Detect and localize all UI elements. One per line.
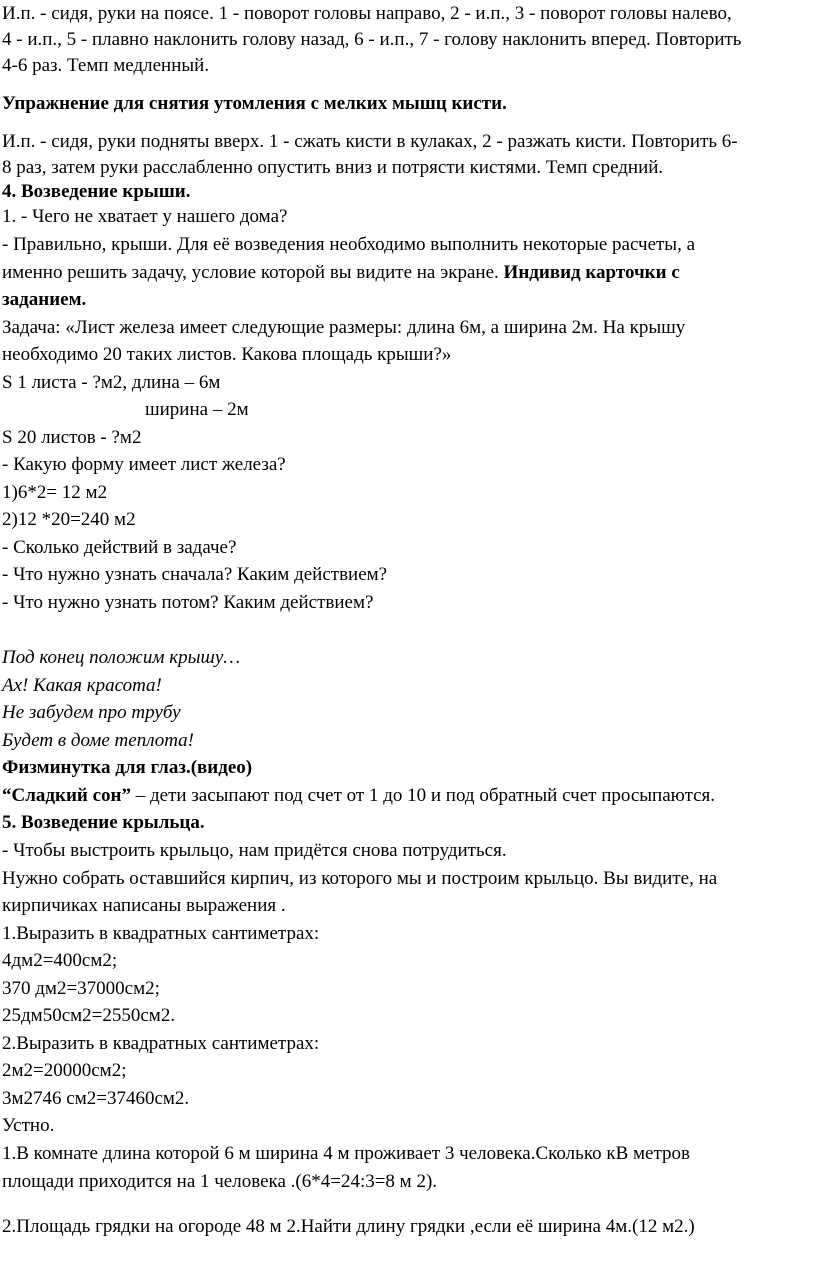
text-line: 2м2=20000см2; [2,1060,127,1081]
text-line: 2.Выразить в квадратных сантиметрах: [2,1033,320,1054]
text-line: Устно. [2,1115,55,1136]
text-line: - Что нужно узнать сначала? Каким действием? [2,564,388,585]
text-line [2,261,680,285]
text-segment-bold: Индивид карточки с [503,262,680,283]
text-line: 370 дм2=37000см2; [2,978,160,999]
text-line: 8 раз, затем руки расслабленно опустить вниз и потрясти кистями. Темп средний. [2,157,664,178]
text-line: кирпичиках написаны выражения . [2,895,286,916]
text-line: Задача: «Лист железа имеет следующие размеры: длина 6м, а ширина 2м. На крышу [2,317,686,338]
section-heading: Упражнение для снятия утомления с мелких мышц кисти. [2,93,507,114]
text-line: заданием. [2,289,87,310]
text-line: 3м2746 см2=37460см2. [2,1088,190,1109]
poem-line: Под конец положим крышу… [2,647,241,668]
text-line: - Чтобы выстроить крыльцо, нам придётся снова потрудиться. [2,840,507,861]
text-line: ширина – 2м [145,399,249,420]
text-line: 1.Выразить в квадратных сантиметрах: [2,923,320,944]
text-line: 25дм50см2=2550см2. [2,1005,176,1026]
text-line: 2.Площадь грядки на огороде 48 м 2.Найти длину грядки ,если её ширина 4м.(12 м2.) [2,1216,695,1237]
text-line: - Правильно, крыши. Для её возведения необходимо выполнить некоторые расчеты, а [2,234,696,255]
text-line: - Что нужно узнать потом? Каким действием? [2,592,374,613]
text-line: - Какую форму имеет лист железа? [2,454,286,475]
text-segment: именно решить задачу, условие которой вы видите на экране. [2,262,504,283]
text-line: 4дм2=400см2; [2,950,118,971]
text-segment: – дети засыпают под счет от 1 до 10 и под обратный счет просыпаются. [130,785,716,806]
poem-line: Будет в доме теплота! [2,730,194,751]
text-segment-bold: “Сладкий сон” [2,785,131,806]
text-line: 2)12 *20=240 м2 [2,509,136,530]
section-heading: Физминутка для глаз.(видео) [2,757,253,778]
section-heading: 5. Возведение крыльца. [2,812,205,833]
text-line [2,784,715,808]
text-line: - Сколько действий в задаче? [2,537,237,558]
text-line: S 1 листа - ?м2, длина – 6м [2,372,221,393]
poem-line: Ах! Какая красота! [2,675,162,696]
text-line: И.п. - сидя, руки на поясе. 1 - поворот головы направо, 2 - и.п., 3 - поворот головы налево, [2,3,732,24]
text-line: И.п. - сидя, руки подняты вверх. 1 - сжать кисти в кулаках, 2 - разжать кисти. Повторить 6- [2,131,738,152]
text-line: Нужно собрать оставшийся кирпич, из которого мы и построим крыльцо. Вы видите, на [2,868,718,889]
section-heading: 4. Возведение крыши. [2,181,191,202]
text-line: 1.В комнате длина которой 6 м ширина 4 м проживает 3 человека.Сколько кВ метров [2,1143,690,1164]
poem-line: Не забудем про трубу [2,702,181,723]
text-line: S 20 листов - ?м2 [2,427,142,448]
text-line: необходимо 20 таких листов. Какова площадь крыши?» [2,344,452,365]
text-line: 1)6*2= 12 м2 [2,482,108,503]
text-line: 1. - Чего не хватает у нашего дома? [2,206,288,227]
text-line: площади приходится на 1 человека .(6*4=24:3=8 м 2). [2,1171,438,1192]
text-line: 4-6 раз. Темп медленный. [2,55,210,76]
text-line: 4 - и.п., 5 - плавно наклонить голову назад, 6 - и.п., 7 - голову наклонить вперед. Повторить [2,29,742,50]
